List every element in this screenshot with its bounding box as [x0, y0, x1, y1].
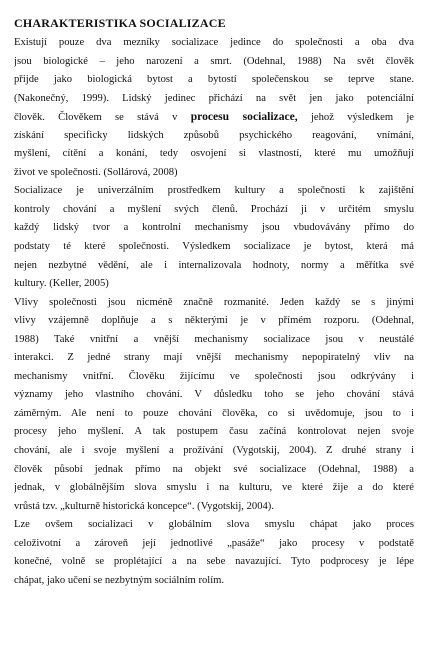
text-line: záměrným. Ale není to pouze chování člověka, co si uvědomuje, jsou to i: [14, 407, 414, 419]
text-line: Socializace je univerzálním prostředkem kultury a společnosti k zajištění: [14, 185, 414, 197]
text-line: celoživotní a zároveň její jednotlivé „pasáže“ jako procesy v podstatě: [14, 537, 414, 549]
text-line: chápat, jako učení se nezbytným sociálním rolím.: [14, 574, 225, 586]
text-line: Vlivy společnosti jsou nicméně značně rozmanité. Jeden každý se s jinými: [14, 296, 414, 308]
paragraph-1: [14, 34, 414, 182]
text-line: mechanismy vnitřní. Člověku žijícímu ve společnosti jsou odkrývány i: [14, 370, 414, 382]
text-line: Existují pouze dva mezníky socializace jedince do společnosti a oba dva: [14, 37, 414, 48]
text-line: život ve společnosti. (Sollárová, 2008): [14, 166, 178, 178]
text-line: interakci. Z jedné strany mají vnější mechanismy nepopiratelný vliv na: [14, 352, 414, 364]
text-segment: jehož výsledkem je: [297, 112, 414, 124]
text-line: 1988) Také vnitřní a vnější mechanismy socializace jsou v neustálé: [14, 333, 414, 345]
text-line: získání specificky lidských způsobů psychického reagování, vnímání,: [14, 129, 414, 141]
paragraph-2: [14, 182, 414, 293]
text-line-with-emphasis: [14, 108, 414, 127]
text-line: přijde jako biologická bytost a bytostí společenskou se teprve stane.: [14, 74, 414, 86]
text-line: každý lidský tvor a kontrolní mechanismy jsou vbudovávány přímo do: [14, 222, 414, 234]
paragraph-4: [14, 516, 414, 590]
text-line: vrůstá tzv. „kulturně historická koncepce“. (Vygotskij, 2004).: [14, 500, 274, 512]
text-line: nejen nezbytné vědění, ale i internalizovala hodnoty, normy a měřítka své: [14, 259, 414, 271]
section-heading: CHARAKTERISTIKA SOCIALIZACE: [14, 16, 226, 30]
text-segment: člověk. Člověkem se stává v: [14, 112, 191, 124]
text-line: člověk působí jednak přímo na objekt své socializace (Odehnal, 1988) a: [14, 463, 414, 475]
text-line: jsou biologické – jeho narození a smrt. (Odehnal, 1988) Na svět člověk: [14, 55, 414, 67]
text-line: myšlení, cítění a konání, tedy osvojení si vlastností, které mu umožňují: [14, 148, 414, 160]
text-line: procesy jeho myšlení. A tak postupem času začíná kontrolovat nejen svoje: [14, 426, 414, 438]
text-line: (Nakonečný, 1999). Lidský jedinec přichází na svět jen jako potenciální: [14, 92, 414, 104]
text-line: vlivy vzájemně doplňuje a s některými je v přímém rozporu. (Odehnal,: [14, 315, 414, 327]
text-line: kultury. (Keller, 2005): [14, 278, 109, 290]
text-line: kontroly chování a myšlení svých členů. Prochází ji v určitém smyslu: [14, 203, 414, 215]
text-line: konečné, volně se proplétající a na sebe navazující. Tyto podprocesy je lépe: [14, 556, 414, 568]
paragraph-3: [14, 294, 414, 517]
text-line: chování, ale i svoje myšlení a prožívání (Vygotskij, 2004). Z druhé strany i: [14, 445, 414, 457]
emphasis-term: procesu socializace,: [190, 110, 298, 124]
text-line: Lze ovšem socializaci v globálním slova smyslu chápat jako proces: [14, 519, 414, 531]
document-page: [14, 14, 414, 590]
text-line: podstaty té které společnosti. Výsledkem socializace je bytost, která má: [14, 241, 414, 253]
text-line: jednak, v globálnějším slova smyslu i na kulturu, ve které žije a do které: [14, 482, 414, 494]
text-line: významy jeho vlastního chování. V důsledku toho se jeho chování stává: [14, 389, 414, 401]
